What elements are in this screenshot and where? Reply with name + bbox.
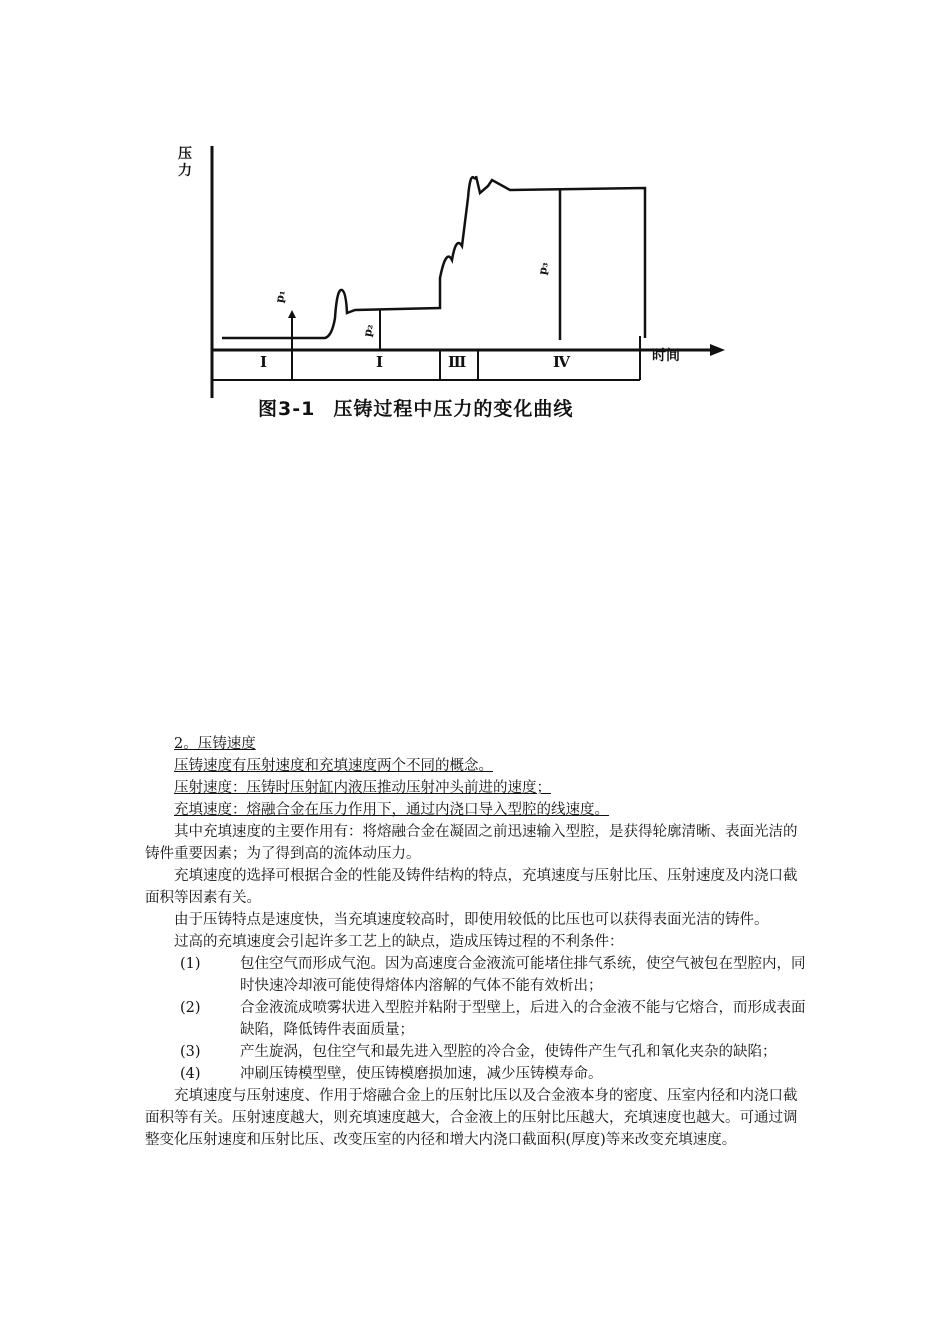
list-item-text: 合金液流成喷雾状进入型腔并粘附于型壁上，后进入的合金液不能与它熔合，而形成表面缺陷，降低铸件表面质量；: [240, 1000, 806, 1038]
definition-line: 压铸速度有压射速度和充填速度两个不同的概念。: [174, 758, 493, 774]
body-text: [145, 733, 810, 1151]
list-item-text: 产生旋涡，包住空气和最先进入型腔的冷合金，使铸件产生气孔和氧化夹杂的缺陷；: [240, 1044, 777, 1060]
x-axis-label: 时间: [652, 348, 680, 364]
paragraph-3: 由于压铸特点是速度快，当充填速度较高时，即使用较低的比压也可以获得表面光洁的铸件。: [174, 912, 769, 928]
y-axis-label-line2: 力: [178, 163, 192, 179]
list-item: [145, 997, 810, 1041]
definition-injection-speed: 压射速度：压铸时压射缸内液压推动压射冲头前进的速度；: [174, 780, 551, 796]
curve-label-p1: p₁: [272, 289, 288, 304]
section-heading: 2。压铸速度: [174, 736, 256, 752]
curve-label-p3: p₃: [535, 261, 551, 276]
pressure-curve: [222, 176, 645, 338]
list-item-number: (4): [180, 1066, 201, 1082]
list-item-number: (2): [180, 1000, 201, 1016]
paragraph-5: 充填速度与压射速度、作用于熔融合金上的压射比压以及合金液本身的密度、压室内径和内浇口截面积等有关。压射速度越大，则充填速度越大，合金液上的压射比压越大，充填速度也越大。可通过调整变化压射速度和压射比压、改变压室的内径和增大内浇口截面积(厚度)等来改变充填速度。: [145, 1088, 798, 1148]
list-item: [145, 1063, 810, 1085]
list-item-text: 包住空气而形成气泡。因为高速度合金液流可能堵住排气系统，使空气被包在型腔内，同时快速冷却液可能使得熔体内溶解的气体不能有效析出；: [240, 956, 806, 994]
segment-label-3: Ⅲ: [448, 353, 467, 371]
y-axis-label: [178, 146, 192, 180]
figure-caption: [258, 394, 573, 421]
p1-arrow: [288, 310, 296, 318]
x-axis-arrow: [710, 344, 725, 356]
list-item-text: 冲刷压铸模型壁，使压铸模磨损加速，减少压铸模寿命。: [240, 1066, 603, 1082]
definition-filling-speed: 充填速度：熔融合金在压力作用下，通过内浇口导入型腔的线速度。: [174, 802, 609, 818]
segment-label-2: I: [376, 353, 384, 371]
pressure-curve-figure: [170, 118, 750, 433]
segment-label-4: Ⅳ: [553, 353, 571, 371]
list-item: [145, 953, 810, 997]
list-item-number: (3): [180, 1044, 201, 1060]
list-item-number: (1): [180, 956, 201, 972]
curve-label-p2: p₂: [360, 323, 376, 338]
paragraph-1: 其中充填速度的主要作用有：将熔融合金在凝固之前迅速输入型腔，是获得轮廓清晰、表面光洁的铸件重要因素；为了得到高的流体动压力。: [145, 824, 798, 862]
list-item: [145, 1041, 810, 1063]
figure-caption-title: 压铸过程中压力的变化曲线: [333, 398, 574, 420]
paragraph-2: 充填速度的选择可根据合金的性能及铸件结构的特点，充填速度与压射比压、压射速度及内浇口截面积等因素有关。: [145, 868, 798, 906]
y-axis-label-line1: 压: [178, 146, 192, 162]
segment-label-1: I: [260, 353, 268, 371]
paragraph-4: 过高的充填速度会引起许多工艺上的缺点，造成压铸过程的不利条件：: [174, 934, 624, 950]
figure-caption-number: 图3-1: [258, 398, 316, 420]
